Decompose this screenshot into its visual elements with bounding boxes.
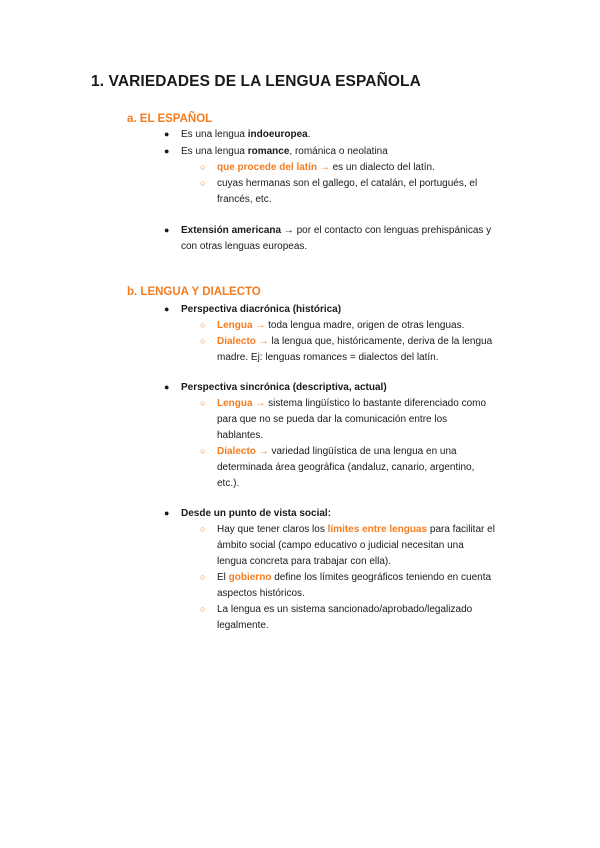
circle-bullet-icon: ○ <box>200 446 206 456</box>
text: Hay que tener claros los <box>217 524 328 535</box>
bullet-icon: ● <box>164 146 170 156</box>
circle-bullet-icon: ○ <box>200 524 206 534</box>
sub-list-item-cont: legalmente. <box>217 620 269 631</box>
sub-list-item-cont: madre. Ej: lenguas romances = dialectos del latín. <box>217 352 439 363</box>
text: → por el contacto con lenguas prehispánicas y <box>281 225 492 236</box>
sub-list-item-cont: hablantes. <box>217 430 264 441</box>
sub-list-item <box>217 334 492 350</box>
sub-list-item-cont: para que no se pueda dar la comunicación entre los <box>217 414 448 425</box>
sub-list-item-cont: determinada área geográfica (andaluz, canario, argentino, <box>217 462 475 473</box>
text: toda lengua madre, origen de otras lenguas. <box>265 320 465 331</box>
text: para facilitar el <box>427 524 495 535</box>
bullet-icon: ● <box>164 129 170 139</box>
text: El <box>217 572 229 583</box>
section-b-heading: b. LENGUA Y DIALECTO <box>127 286 261 298</box>
list-item <box>181 223 491 239</box>
text: sistema lingüístico lo bastante diferenciado como <box>265 398 487 409</box>
sub-list-item-cont: francés, etc. <box>217 194 272 205</box>
sub-list-item-cont: ámbito social (campo educativo o judicial necesitan una <box>217 540 464 551</box>
text: . <box>307 129 311 140</box>
bold-text: indoeuropea <box>247 129 308 140</box>
sub-list-item-cont: etc.). <box>217 478 240 489</box>
list-item-heading: Perspectiva sincrónica (descriptiva, actual) <box>181 382 387 393</box>
sub-list-item <box>217 522 495 538</box>
text: Es una lengua <box>181 129 248 140</box>
sub-list-item-cont: aspectos históricos. <box>217 588 305 599</box>
list-item-cont: con otras lenguas europeas. <box>181 241 308 252</box>
circle-bullet-icon: ○ <box>200 162 206 172</box>
highlight-text: límites entre lenguas <box>327 524 428 535</box>
bullet-icon: ● <box>164 382 170 392</box>
list-item-heading: Desde un punto de vista social: <box>181 508 332 519</box>
section-a-heading: a. EL ESPAÑOL <box>127 113 213 125</box>
highlight-text: Dialecto → <box>217 446 269 457</box>
sub-list-item <box>217 570 491 586</box>
text: , románica o neolatina <box>289 146 388 157</box>
sub-list-item <box>217 396 486 412</box>
sub-list-item <box>217 444 457 460</box>
bullet-icon: ● <box>164 304 170 314</box>
circle-bullet-icon: ○ <box>200 178 206 188</box>
circle-bullet-icon: ○ <box>200 320 206 330</box>
list-item-heading: Perspectiva diacrónica (histórica) <box>181 304 342 315</box>
page-title: 1. VARIEDADES DE LA LENGUA ESPAÑOLA <box>91 73 421 90</box>
bold-text: romance <box>247 146 290 157</box>
sub-list-item: cuyas hermanas son el gallego, el catalán, el portugués, el <box>217 178 478 189</box>
text: la lengua que, históricamente, deriva de la lengua <box>268 336 493 347</box>
highlight-text: Lengua → <box>217 398 266 409</box>
highlight-text: Lengua → <box>217 320 266 331</box>
text: define los límites geográficos teniendo en cuenta <box>271 572 492 583</box>
highlight-text: Dialecto → <box>217 336 269 347</box>
bullet-icon: ● <box>164 508 170 518</box>
highlight-text: gobierno <box>228 572 272 583</box>
highlight-text: que procede del latín → <box>217 162 330 173</box>
list-item <box>181 127 311 143</box>
sub-list-item-cont: lengua concreta para trabajar con ella). <box>217 556 391 567</box>
circle-bullet-icon: ○ <box>200 604 206 614</box>
sub-list-item: La lengua es un sistema sancionado/aprobado/legalizado <box>217 604 473 615</box>
sub-list-item <box>217 318 464 334</box>
list-item <box>181 144 388 160</box>
text: es un dialecto del latín. <box>329 162 435 173</box>
bullet-icon: ● <box>164 225 170 235</box>
circle-bullet-icon: ○ <box>200 398 206 408</box>
circle-bullet-icon: ○ <box>200 572 206 582</box>
bold-text: Extensión americana <box>181 225 282 236</box>
text: Es una lengua <box>181 146 248 157</box>
circle-bullet-icon: ○ <box>200 336 206 346</box>
sub-list-item <box>217 160 435 176</box>
text: variedad lingüística de una lengua en una <box>268 446 457 457</box>
